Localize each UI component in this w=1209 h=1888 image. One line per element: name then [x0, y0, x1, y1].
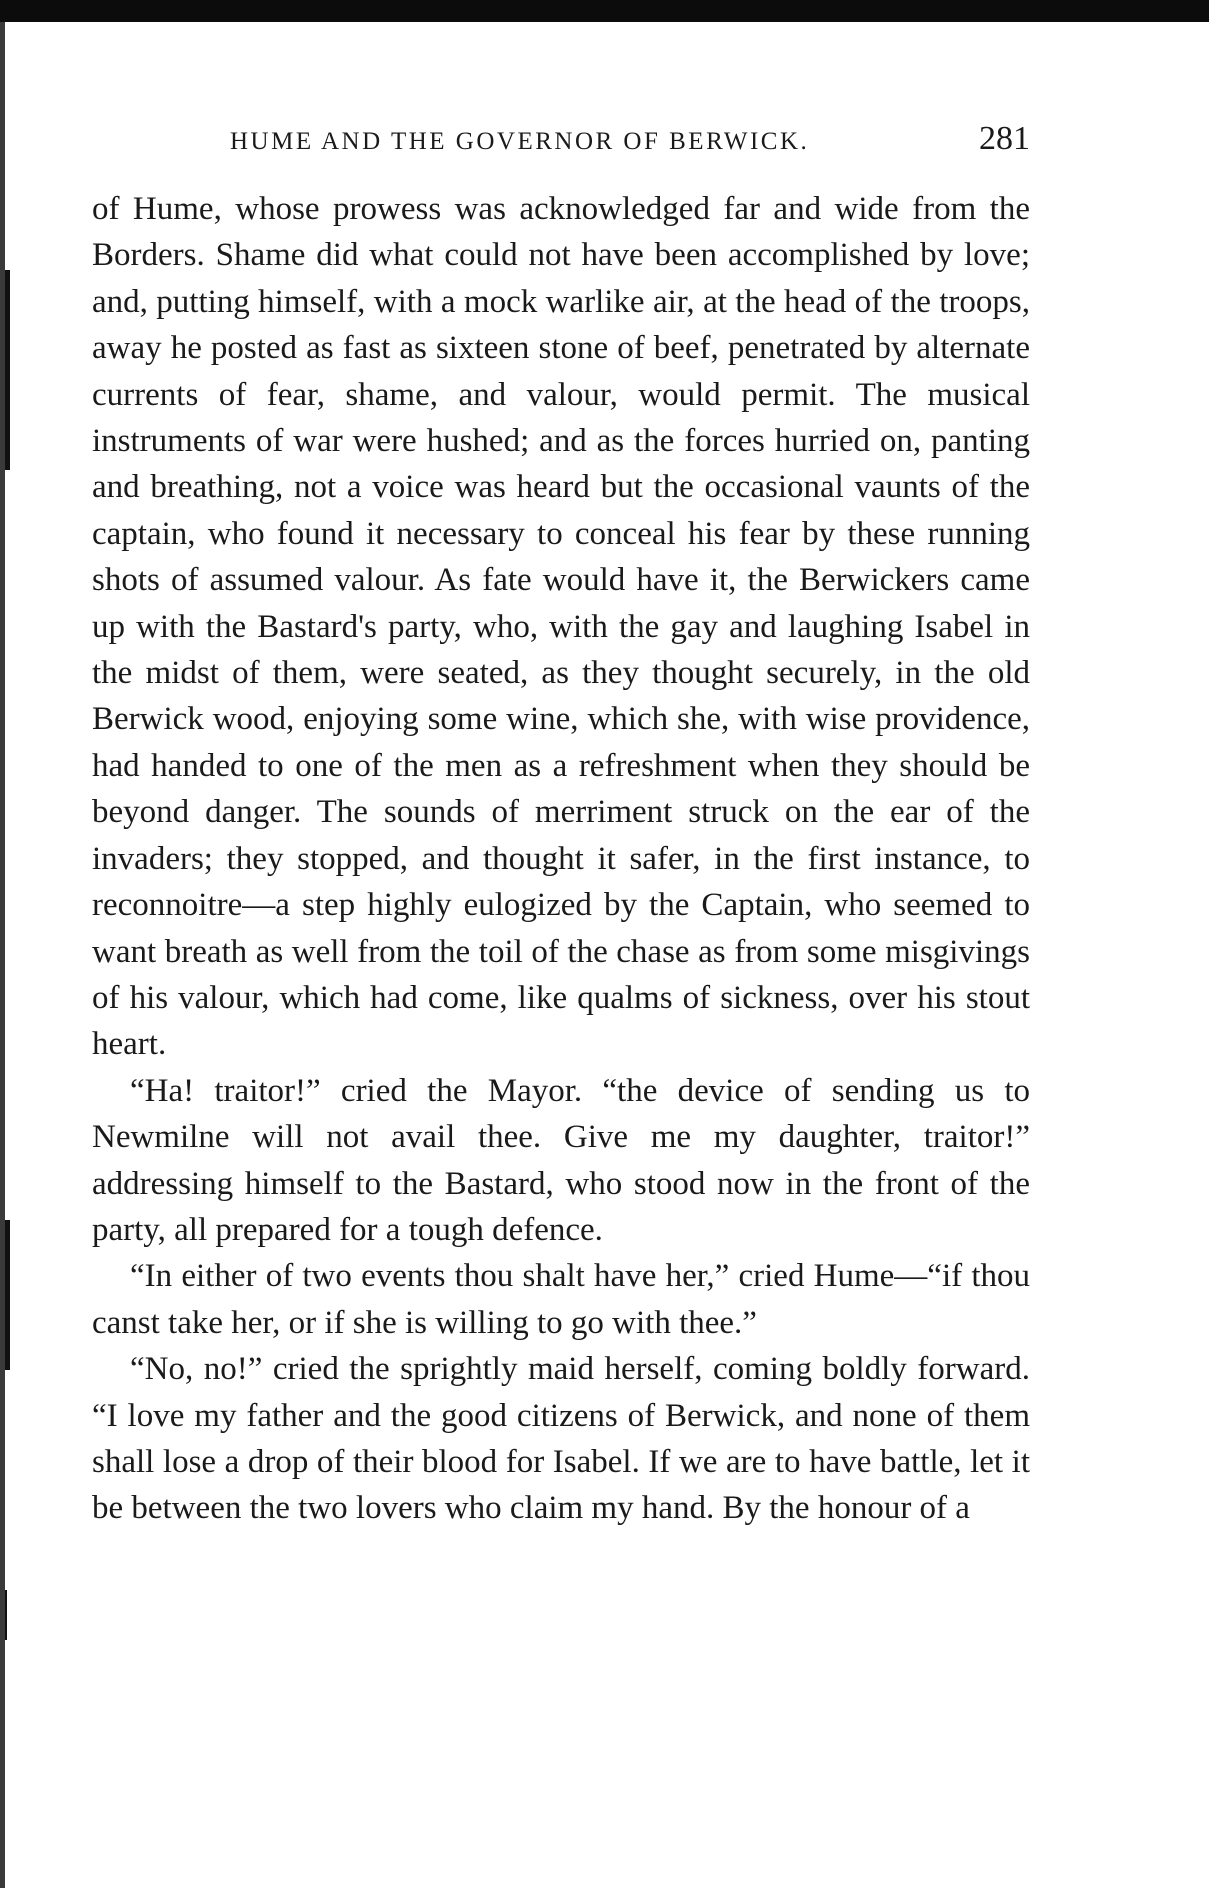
paragraph: “In either of two events thou shalt have her,” cried Hume—“if thou canst take her, or if she is willing to go with thee.” [92, 1258, 1030, 1341]
scan-edge-mark [5, 1220, 10, 1370]
paragraph: “No, no!” cried the sprightly maid herself, coming boldly forward. “I love my father and the good citizens of Berwick, and none of them shall lose a drop of their blood for Isabel. If we are to have battle, let it be between the two lovers who claim my hand. By the honour of a [92, 1351, 1030, 1527]
running-title: HUME AND THE GOVERNOR OF BERWICK. [230, 128, 810, 155]
page-number: 281 [979, 120, 1030, 157]
paragraph: of Hume, whose prowess was acknowledged far and wide from the Borders. Shame did what could not have been accomplished by love; and, putting himself, with a mock warlike air, at the head of the troops, away he posted as fast as sixteen stone of beef, penetrated by alternate currents of fear, shame, and valour, would permit. The musical instruments of war were hushed; and as the forces hurried on, panting and breathing, not a voice was heard but the occasional vaunts of the captain, who found it necessary to conceal his fear by these running shots of assumed valour. As fate would have it, the Berwickers came up with the Bastard's party, who, with the gay and laughing Isabel in the midst of them, were seated, as they thought securely, in the old Berwick wood, enjoying some wine, which she, with wise providence, had handed to one of the men as a refreshment when they should be beyond danger. The sounds of merriment struck on the ear of the invaders; they stopped, and thought it safer, in the first instance, to reconnoitre—a step highly eulogized by the Captain, who seemed to want breath as well from the toil of the chase as from some misgivings of his valour, which had come, like qualms of sickness, over his stout heart. [92, 191, 1030, 1063]
scan-edge-mark [5, 270, 10, 470]
running-head [92, 118, 1030, 168]
scan-top-border [0, 0, 1209, 22]
book-page [92, 118, 1030, 1532]
body-text [92, 186, 1030, 1532]
paragraph: “Ha! traitor!” cried the Mayor. “the device of sending us to Newmilne will not avail thee. Give me my daughter, traitor!” addressing himself to the Bastard, who stood now in the front of the party, all prepared for a tough defence. [92, 1072, 1030, 1248]
scan-edge-mark [5, 1590, 7, 1640]
